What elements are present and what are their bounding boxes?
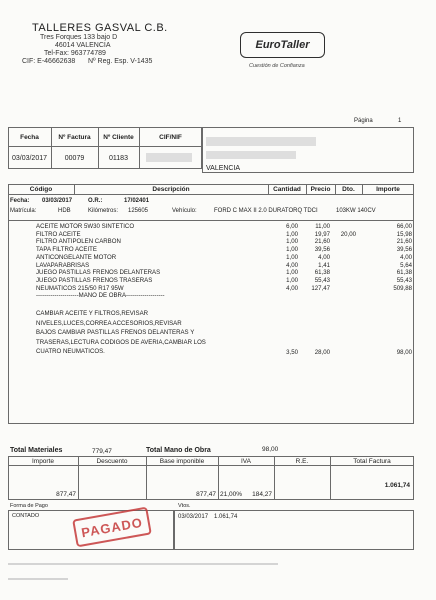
redacted-customer-name bbox=[206, 137, 316, 146]
labor-price: 28,00 bbox=[314, 349, 330, 356]
col-codigo: Código bbox=[29, 186, 53, 193]
totals-descuento-header: Descuento bbox=[96, 458, 128, 465]
line-quantity: 1,00 bbox=[286, 230, 298, 238]
vehiculo-label: Vehículo: bbox=[172, 208, 197, 214]
col-precio: Precio bbox=[310, 186, 331, 193]
line-description: NEUMATICOS 215/50 R17 95W bbox=[36, 284, 124, 292]
order-date: 03/03/2017 bbox=[42, 198, 73, 204]
line-description: JUEGO PASTILLAS FRENOS DELANTERAS bbox=[36, 269, 161, 277]
invoice-line bbox=[36, 269, 416, 277]
labor-total: 98,00 bbox=[396, 349, 412, 356]
line-quantity: 4,00 bbox=[286, 284, 298, 292]
line-price: 4,00 bbox=[318, 253, 330, 261]
line-quantity: 1,00 bbox=[286, 253, 298, 261]
line-total: 55,43 bbox=[396, 276, 412, 284]
vehicle-power: 103KW 140CV bbox=[336, 208, 376, 214]
line-quantity: 1,00 bbox=[286, 238, 298, 246]
col-cantidad: Cantidad bbox=[273, 186, 301, 193]
invoice-number: 00079 bbox=[64, 155, 85, 162]
company-postcode: 46014 VALENCIA bbox=[55, 42, 111, 49]
customer-city: VALENCIA bbox=[206, 165, 241, 172]
totals-total: 1.061,74 bbox=[384, 482, 410, 489]
labor-qty: 3,50 bbox=[286, 349, 298, 356]
company-name: TALLERES GASVAL C.B. bbox=[32, 22, 168, 34]
invoice-line bbox=[36, 231, 416, 239]
line-price: 127,47 bbox=[311, 284, 330, 292]
line-total: 15,98 bbox=[396, 230, 412, 238]
vto-date: 03/03/2017 bbox=[178, 514, 209, 520]
line-quantity: 1,00 bbox=[286, 269, 298, 277]
factura-header: Nº Factura bbox=[58, 134, 91, 141]
line-price: 21,60 bbox=[314, 238, 330, 246]
matricula: HDB bbox=[58, 208, 71, 214]
totals-base: 877,47 bbox=[196, 491, 216, 498]
line-quantity: 6,00 bbox=[286, 223, 298, 230]
invoice-line bbox=[36, 238, 416, 246]
page-number: 1 bbox=[398, 118, 402, 124]
order-date-label: Fecha: bbox=[10, 198, 30, 204]
page-label: Página bbox=[354, 118, 373, 124]
line-description: TAPA FILTRO ACEITE bbox=[36, 246, 97, 254]
order-or-label: O.R.: bbox=[88, 198, 103, 204]
invoice-line bbox=[36, 223, 416, 231]
line-price: 11,00 bbox=[315, 223, 330, 230]
col-dto: Dto. bbox=[342, 186, 355, 193]
invoice-line bbox=[36, 262, 416, 270]
total-mano: 98,00 bbox=[262, 446, 279, 453]
labor-line: NIVELES,LUCES,CORREA ACCESORIOS,REVISAR bbox=[36, 319, 182, 327]
line-description: ANTICONGELANTE MOTOR bbox=[36, 253, 117, 261]
invoice-line bbox=[36, 285, 416, 293]
eurotaller-logo bbox=[240, 32, 325, 58]
invoice-line bbox=[36, 292, 416, 300]
cif-header: CIF/NIF bbox=[159, 134, 182, 141]
line-total: 21,60 bbox=[396, 238, 412, 246]
labor-line: CAMBIAR ACEITE Y FILTROS,REVISAR bbox=[36, 310, 149, 317]
line-total: 509,88 bbox=[393, 284, 412, 292]
totals-iva-pct: 21,00% bbox=[220, 491, 243, 498]
line-description: LAVAPARABRISAS bbox=[36, 261, 90, 269]
line-description: JUEGO PASTILLAS FRENOS TRASERAS bbox=[36, 276, 153, 284]
km-label: Kilómetros: bbox=[88, 208, 119, 214]
line-description: ---------------------MANO DE OBRA------------------- bbox=[36, 292, 165, 300]
fecha-header: Fecha bbox=[20, 134, 39, 141]
client-number: 01183 bbox=[109, 155, 128, 162]
company-registry: Nº Reg. Esp. V-1435 bbox=[88, 58, 153, 65]
invoice-line bbox=[36, 246, 416, 254]
labor-line: BAJOS CAMBIAR PASTILLAS FRENOS DELANTERAS Y bbox=[36, 329, 195, 337]
total-materiales: 779,47 bbox=[92, 448, 112, 455]
invoice-date: 03/03/2017 bbox=[11, 155, 48, 162]
company-cif: CIF: E-46662638 bbox=[22, 58, 76, 65]
line-description: FILTRO ANTIPOLEN CARBON bbox=[36, 238, 121, 246]
line-quantity: 1,00 bbox=[286, 276, 298, 284]
company-phone: Tel-Fax: 963774789 bbox=[44, 50, 106, 57]
totals-base-header: Base imponible bbox=[159, 458, 205, 465]
line-price: 19,97 bbox=[314, 230, 330, 238]
line-description: ACEITE MOTOR 5W30 SINTETICO bbox=[36, 223, 135, 230]
logo-tagline: Cuestión de Confianza bbox=[249, 63, 305, 69]
line-price: 39,56 bbox=[314, 246, 330, 254]
line-total: 4,00 bbox=[400, 253, 412, 261]
redacted-cif bbox=[146, 153, 192, 162]
vtos-label: Vtos. bbox=[178, 503, 191, 509]
totals-importe-header: Importe bbox=[31, 458, 55, 465]
line-total: 39,56 bbox=[396, 246, 412, 254]
forma-pago: CONTADO bbox=[12, 513, 40, 519]
line-discount: 20,00 bbox=[340, 230, 356, 238]
invoice-line bbox=[36, 254, 416, 262]
vehiculo: FORD C MAX II 2.0 DURATORQ TDCI bbox=[214, 208, 318, 214]
totals-total-header: Total Factura bbox=[353, 458, 391, 465]
matricula-label: Matrícula: bbox=[10, 208, 37, 214]
due-dates-box bbox=[174, 510, 414, 550]
col-importe: Importe bbox=[376, 186, 400, 193]
order-or: 17/02401 bbox=[124, 198, 150, 204]
line-total: 61,38 bbox=[396, 269, 412, 277]
line-quantity: 1,00 bbox=[286, 246, 298, 254]
labor-line: CUATRO NEUMATICOS. bbox=[36, 348, 105, 356]
cliente-header: Nº Cliente bbox=[103, 134, 134, 141]
line-price: 61,38 bbox=[314, 269, 330, 277]
vto-amount: 1.061,74 bbox=[214, 514, 238, 520]
forma-pago-label: Forma de Pago bbox=[10, 503, 48, 509]
line-price: 1,41 bbox=[318, 261, 330, 269]
legal-fine-print-2 bbox=[8, 578, 68, 580]
totals-iva: 184,27 bbox=[252, 491, 272, 498]
km: 125605 bbox=[128, 208, 149, 214]
company-address: Tres Forques 133 bajo D bbox=[40, 34, 118, 41]
logo-brand-text: EuroTaller bbox=[255, 39, 310, 51]
line-total: 66,00 bbox=[396, 223, 412, 230]
totals-importe: 877,47 bbox=[56, 491, 76, 498]
totals-iva-header: IVA bbox=[241, 458, 251, 465]
pagado-stamp: PAGADO bbox=[72, 507, 152, 548]
total-mano-label: Total Mano de Obra bbox=[146, 447, 211, 454]
line-total: 5,64 bbox=[400, 261, 412, 269]
labor-line: TRASERAS,LECTURA CODIGOS DE AVERIA,CAMBIAR LOS bbox=[36, 338, 206, 346]
line-description: FILTRO ACEITE bbox=[36, 230, 81, 238]
line-price: 55,43 bbox=[314, 276, 330, 284]
col-descripcion: Descripción bbox=[152, 186, 190, 193]
total-materiales-label: Total Materiales bbox=[10, 447, 63, 454]
invoice-line bbox=[36, 277, 416, 285]
line-quantity: 4,00 bbox=[286, 261, 298, 269]
legal-fine-print bbox=[8, 563, 278, 565]
totals-re-header: R.E. bbox=[295, 458, 309, 465]
redacted-customer-address bbox=[206, 151, 296, 159]
